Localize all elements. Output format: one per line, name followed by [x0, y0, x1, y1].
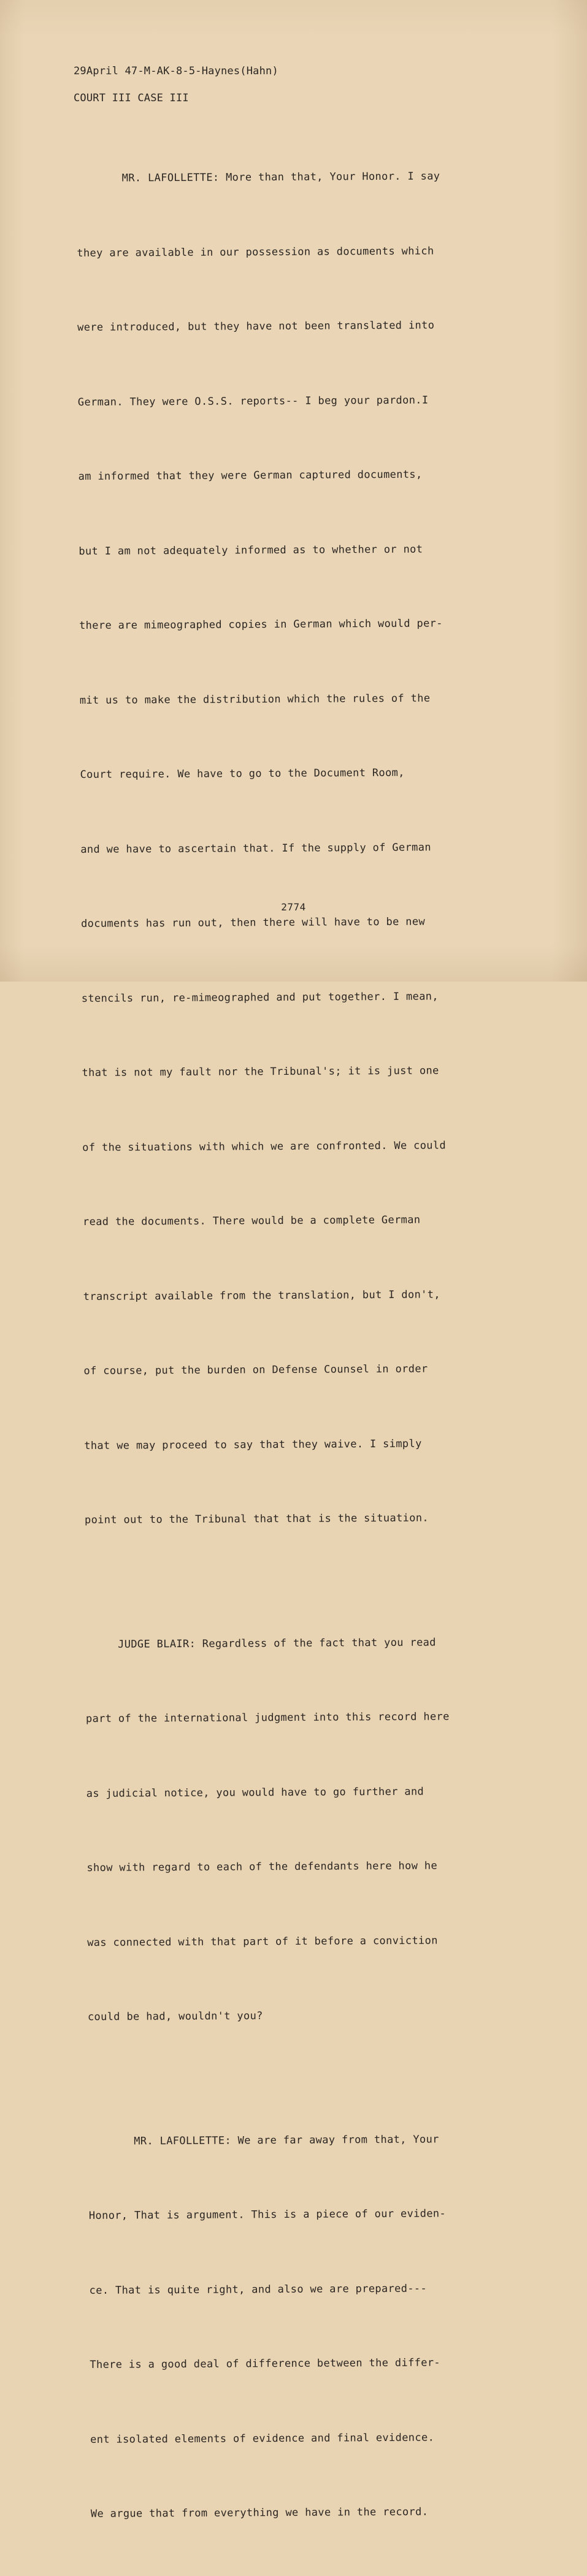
text-line: stencils run, re-mimeographed and put together. I mean, [81, 990, 439, 1005]
text-line: read the documents. There would be a complete German [82, 1213, 421, 1228]
paragraph-lafollette-2 [88, 2077, 521, 2576]
text-line: could be had, wouldn't you? [87, 2010, 263, 2023]
text-line: MR. LAFOLLETTE: We are far away from that, Your [88, 2132, 439, 2148]
text-line: There is a good deal of difference between the differ- [90, 2356, 441, 2371]
text-line: of course, put the burden on Defense Counsel in order [83, 1363, 428, 1377]
text-line: they are available in our possession as documents which [77, 244, 434, 260]
text-line: of the situations with which we are confronted. We could [82, 1139, 447, 1154]
text-line: We argue that from everything we have in the record. [90, 2505, 429, 2520]
text-line: Honor, That is argument. This is a piece of our eviden- [88, 2207, 447, 2222]
text-line: German. They were O.S.S. reports-- I beg your pardon.I [77, 393, 429, 409]
text-line: documents has run out, then there will have to be new [80, 915, 426, 930]
text-line: show with regard to each of the defendants here how he [86, 1859, 438, 1874]
text-line: that is not my fault nor the Tribunal's; it is just one [82, 1064, 439, 1079]
text-line: JUDGE BLAIR: Regardless of the fact that you read [85, 1636, 436, 1651]
transcript-body [76, 114, 520, 2576]
transcript-reference: 29April 47-M-AK-8-5-Haynes(Hahn) [74, 65, 278, 77]
text-line: MR. LAFOLLETTE: More than that, Your Honor. I say [76, 170, 440, 185]
text-line: ce. That is quite right, and also we are prepared--- [89, 2282, 428, 2297]
text-line: ent isolated elements of evidence and final evidence. [90, 2431, 435, 2446]
text-line: was connected with that part of it before a conviction [87, 1934, 438, 1949]
text-line: point out to the Tribunal that that is the situation. [84, 1512, 429, 1526]
text-line: there are mimeographed copies in German which would per- [79, 617, 443, 632]
page-number: 2774 [281, 901, 306, 913]
text-line: transcript available from the translation, but I don't, [83, 1288, 440, 1303]
text-line: am informed that they were German captured documents, [78, 468, 423, 483]
paragraph-judge-blair [85, 1580, 518, 2079]
text-line: as judicial notice, you would have to go further and [86, 1785, 424, 1800]
text-line: mit us to make the distribution which the rules of the [79, 691, 431, 707]
text-line: but I am not adequately informed as to whether or not [79, 543, 423, 558]
text-line: part of the international judgment into this record here [85, 1710, 450, 1725]
text-line: that we may proceed to say that they waive. I simply [84, 1437, 422, 1452]
text-line: and we have to ascertain that. If the supply of German [80, 840, 431, 856]
text-line: were introduced, but they have not been translated into [77, 319, 435, 334]
court-case-label: COURT III CASE III [74, 92, 189, 104]
document-header [74, 58, 278, 112]
paragraph-lafollette-1 [76, 114, 515, 1583]
text-line: Court require. We have to go to the Document Room, [80, 766, 405, 781]
